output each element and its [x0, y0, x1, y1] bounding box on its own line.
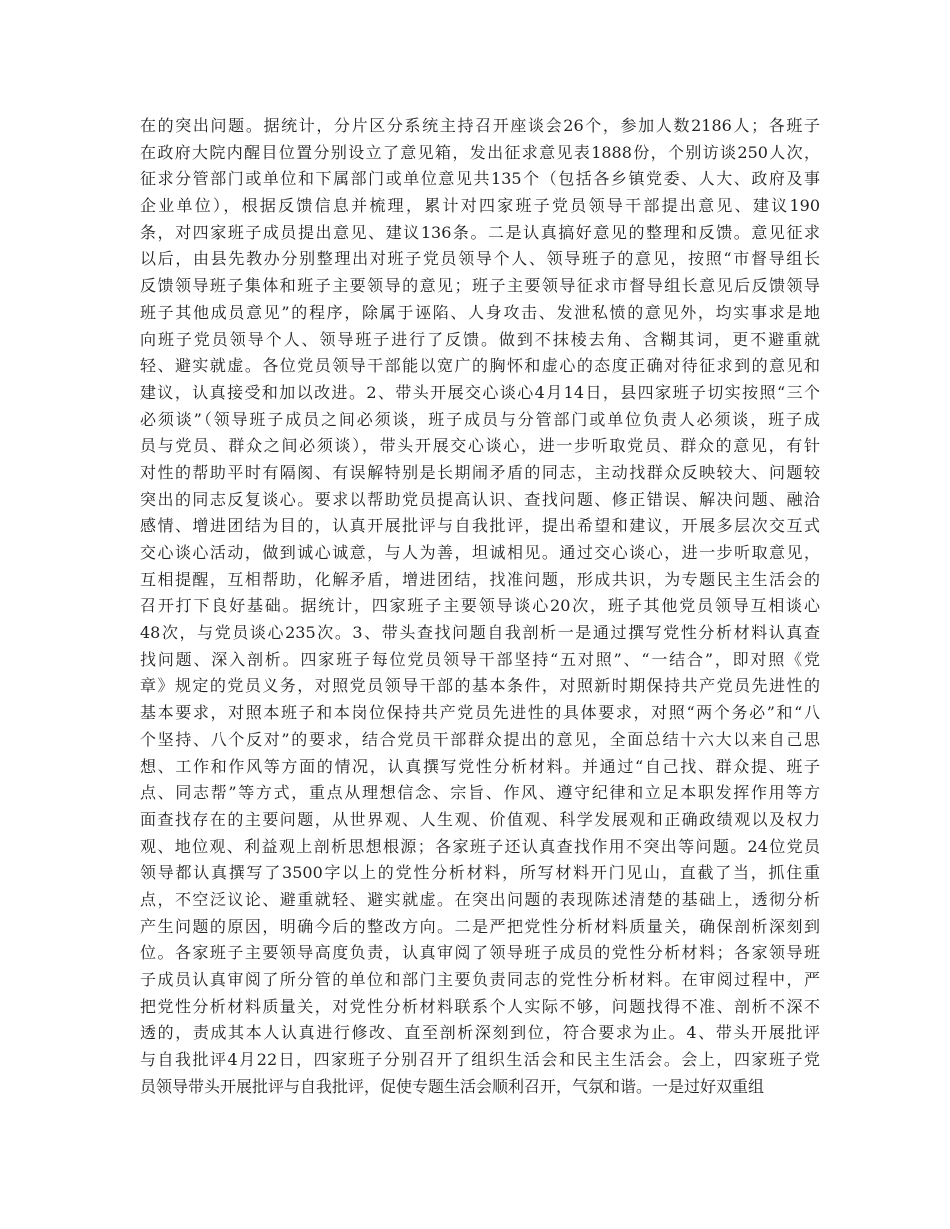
text-line: 征求分管部门或单位和下属部门或单位意见共135个（包括各乡镇党委、人大、政府及事 [140, 169, 820, 189]
text-line: 班子其他成员意见”的程序，除属于诬陷、人身攻击、发泄私愤的意见外，均实事求是地 [140, 302, 820, 322]
text-line: 建议，认真接受和加以改进。2、带头开展交心谈心4月14日，县四家班子切实按照“三个 [140, 382, 820, 402]
text-line: 轻、避实就虚。各位党员领导干部能以宽广的胸怀和虚心的态度正确对待征求到的意见和 [140, 356, 820, 376]
text-line: 向班子党员领导个人、领导班子进行了反馈。做到不抹棱去角、含糊其词，更不避重就 [140, 329, 820, 349]
text-line: 观、地位观、利益观上剖析思想根源；各家班子还认真查找作用不突出等问题。24位党员 [140, 836, 820, 856]
body-text [140, 113, 820, 1100]
text-line: 点、同志帮”等方式，重点从理想信念、宗旨、作风、遵守纪律和立足本职发挥作用等方 [140, 783, 820, 803]
text-line: 在的突出问题。据统计，分片区分系统主持召开座谈会26个，参加人数2186人；各班子 [140, 116, 820, 135]
text-line: 子成员认真审阅了所分管的单位和部门主要负责同志的党性分析材料。在审阅过程中，严 [140, 970, 820, 989]
text-line: 以后，由县先教办分别整理出对班子党员领导个人、领导班子的意见，按照“市督导组长 [140, 249, 820, 269]
text-line: 员与党员、群众之间必须谈），带头开展交心谈心，进一步听取党员、群众的意见，有针 [140, 436, 820, 456]
text-line: 企业单位），根据反馈信息并梳理，累计对四家班子党员领导干部提出意见、建议190 [140, 196, 820, 216]
text-line: 突出的同志反复谈心。要求以帮助党员提高认识、查找问题、修正错误、解决问题、融洽 [140, 489, 820, 509]
text-line: 互相提醒，互相帮助，化解矛盾，增进团结，找准问题，形成共识，为专题民主生活会的 [140, 569, 820, 589]
text-line: 与自我批评4月22日，四家班子分别召开了组织生活会和民主生活会。会上，四家班子党 [140, 1050, 820, 1070]
text-line: 交心谈心活动，做到诚心诚意，与人为善，坦诚相见。通过交心谈心，进一步听取意见， [140, 543, 820, 562]
text-line: 反馈领导班子集体和班子主要领导的意见；班子主要领导征求市督导组长意见后反馈领导 [140, 276, 820, 296]
text-line: 章》规定的党员义务，对照党员领导干部的基本条件，对照新时期保持共产党员先进性的 [140, 676, 820, 696]
text-line: 48次，与党员谈心235次。3、带头查找问题自我剖析一是通过撰写党性分析材料认真查 [140, 623, 820, 643]
text-line: 产生问题的原因，明确今后的整改方向。二是严把党性分析材料质量关，确保剖析深刻到 [140, 916, 820, 936]
text-line: 感情、增进团结为目的，认真开展批评与自我批评，提出希望和建议，开展多层次交互式 [140, 516, 820, 536]
text-line: 条，对四家班子成员提出意见、建议136条。二是认真搞好意见的整理和反馈。意见征求 [140, 222, 820, 242]
text-line: 面查找存在的主要问题，从世界观、人生观、价值观、科学发展观和正确政绩观以及权力 [140, 809, 820, 829]
text-line: 员领导带头开展批评与自我批评，促使专题生活会顺利召开，气氛和谐。一是过好双重组 [140, 1076, 765, 1096]
text-line: 在政府大院内醒目位置分别设立了意见箱，发出征求意见表1888份，个别访谈250人次， [140, 142, 820, 162]
text-line: 召开打下良好基础。据统计，四家班子主要领导谈心20次，班子其他党员领导互相谈心 [140, 596, 820, 616]
text-line: 位。各家班子主要领导高度负责，认真审阅了领导班子成员的党性分析材料；各家领导班 [140, 943, 820, 963]
text-line: 基本要求，对照本班子和本岗位保持共产党员先进性的具体要求，对照“两个务必”和“八 [140, 703, 820, 723]
text-line: 找问题、深入剖析。四家班子每位党员领导干部坚持“五对照”、“一结合”，即对照《党 [140, 649, 820, 669]
text-line: 点，不空泛议论、避重就轻、避实就虚。在突出问题的表现陈述清楚的基础上，透彻分析 [140, 889, 820, 909]
text-line: 想、工作和作风等方面的情况，认真撰写党性分析材料。并通过“自己找、群众提、班子 [140, 756, 820, 776]
text-line: 必须谈”（领导班子成员之间必须谈，班子成员与分管部门或单位负责人必须谈，班子成 [140, 409, 820, 429]
text-line: 领导都认真撰写了3500字以上的党性分析材料，所写材料开门见山，直截了当，抓住重 [140, 863, 820, 883]
text-line: 把党性分析材料质量关，对党性分析材料联系个人实际不够，问题找得不准、剖析不深不 [140, 996, 820, 1016]
text-line: 对性的帮助平时有隔阂、有误解特别是长期闹矛盾的同志，主动找群众反映较大、问题较 [140, 462, 820, 482]
text-line: 个坚持、八个反对”的要求，结合党员干部群众提出的意见，全面总结十六大以来自己思 [140, 729, 820, 749]
text-line: 透的，责成其本人认真进行修改、直至剖析深刻到位，符合要求为止。4、带头开展批评 [140, 1023, 820, 1043]
